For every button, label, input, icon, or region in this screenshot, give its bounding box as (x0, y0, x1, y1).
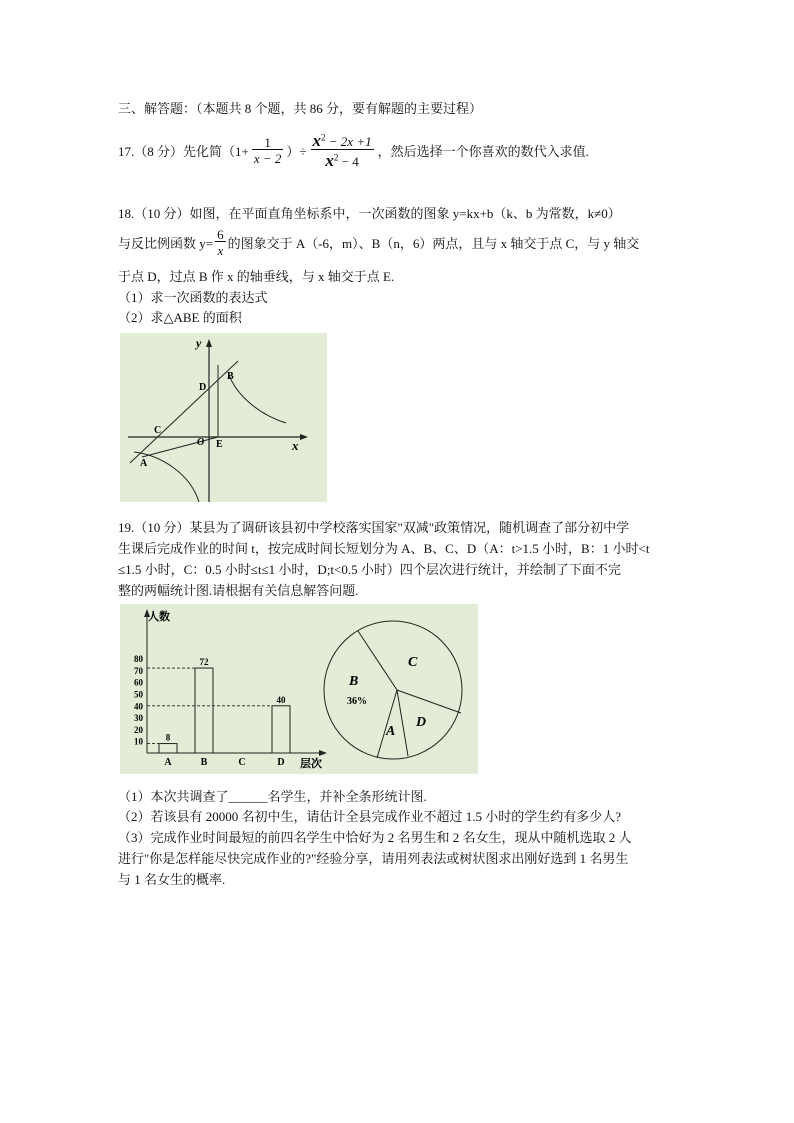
label-a: A (140, 458, 148, 469)
graph-background (120, 333, 327, 502)
q17-middle: ）÷ (286, 143, 307, 159)
y-tick-label-50: 50 (134, 689, 143, 700)
q18-line-3: 于点 D，过点 B 作 x 的轴垂线，与 x 轴交于点 E. (118, 269, 395, 284)
q19-sub-3-line-3: 与 1 名女生的概率. (118, 872, 226, 887)
y-tick-label-10: 10 (134, 736, 143, 747)
q18-line-2: 与反比例函数 y= $\frac{6}{x}$ 的图象交于 A（-6，m）、B（n，6）两点，且与 x 轴交于点 C，与 y 轴交 (118, 226, 640, 258)
statistics-figure (120, 604, 478, 774)
x-tick-label-b: B (200, 757, 208, 768)
label-b: B (227, 371, 234, 382)
y-tick-label-30: 30 (134, 713, 143, 724)
x-tick-label-c: C (238, 757, 246, 768)
q19-line-4: 整的两幅统计图.请根据有关信息解答问题. (118, 583, 359, 598)
pie-label-b-percent: 36% (347, 696, 367, 707)
bar-value-label-b: 72 (199, 657, 209, 668)
bar-x-label: 层次 (300, 758, 322, 770)
x-tick-label-d: D (277, 757, 285, 768)
pie-label-c: C (408, 655, 418, 670)
q19-line-1: 19.（10 分）某县为了调研该县初中学校落实国家"双减"政策情况，随机调查了部分初中学 (118, 520, 630, 535)
q18-sub-1: （1）求一次函数的表达式 (118, 290, 268, 305)
q19-sub-1: （1）本次共调查了______名学生，并补全条形统计图. (118, 789, 427, 804)
bar-y-label: 人数 (148, 611, 170, 623)
label-o: O (197, 437, 205, 448)
q19-sub-2: （2）若该县有 20000 名初中生，请估计全县完成作业不超过 1.5 小时的学生约有多少人? (118, 809, 622, 824)
figure-background (120, 604, 478, 774)
label-d: D (199, 382, 207, 393)
label-e: E (216, 439, 223, 450)
q17-fraction-1: $\frac{1}{x - 2}$ (253, 134, 282, 166)
q17-fraction-2: $\frac{x^2 - 2x +1}{x^2 - 4}$ (312, 130, 372, 170)
y-tick-label-80: 80 (134, 654, 143, 665)
section-heading: 三、解答题：（本题共 8 个题，共 86 分，要有解题的主要过程） (118, 101, 483, 116)
question-17 (118, 128, 589, 172)
x-tick-label-a: A (164, 757, 172, 768)
y-tick-label-20: 20 (134, 724, 143, 735)
pie-label-d: D (416, 715, 427, 730)
q19-sub-3-line-1: （3）完成作业时间最短的前四名学生中恰好为 2 名男生和 2 名女生，现从中随机选取 2 人 (118, 830, 632, 845)
label-c: C (154, 425, 162, 436)
y-tick-label-70: 70 (134, 665, 143, 676)
pie-label-b: B (349, 674, 359, 689)
q18-sub-2: （2）求△ABE 的面积 (118, 310, 242, 325)
q17-suffix: ，然后选择一个你喜欢的数代入求值. (377, 143, 589, 159)
label-y: y (196, 336, 202, 350)
label-x: x (292, 438, 299, 453)
q17-prefix: 17.（8 分）先化简（1+ (118, 143, 249, 159)
q18-fraction: $\frac{6}{x}$ (217, 226, 224, 258)
pie-label-a: A (386, 724, 396, 739)
y-tick-label-60: 60 (134, 677, 143, 688)
q19-line-2: 生课后完成作业的时间 t，按完成时间长短划分为 A、B、C、D（A：t>1.5 小时，B：1 小时<t (118, 541, 650, 556)
q19-line-3: ≤1.5 小时，C：0.5 小时≤t≤1 小时，D;t<0.5 小时）四个层次进行统计，并绘制了下面不完 (118, 562, 621, 577)
coordinate-graph (120, 333, 327, 502)
q19-sub-3-line-2: 进行"你是怎样能尽快完成作业的?"经验分享，请用列表法或树状图求出刚好选到 1 名男生 (118, 851, 629, 866)
q18-line-1: 18.（10 分）如图，在平面直角坐标系中，一次函数的图象 y=kx+b（k、b 为常数，k≠0） (118, 206, 621, 221)
y-tick-label-40: 40 (134, 701, 143, 712)
bar-value-label-a: 8 (165, 732, 171, 743)
bar-value-label-d: 40 (276, 694, 286, 705)
